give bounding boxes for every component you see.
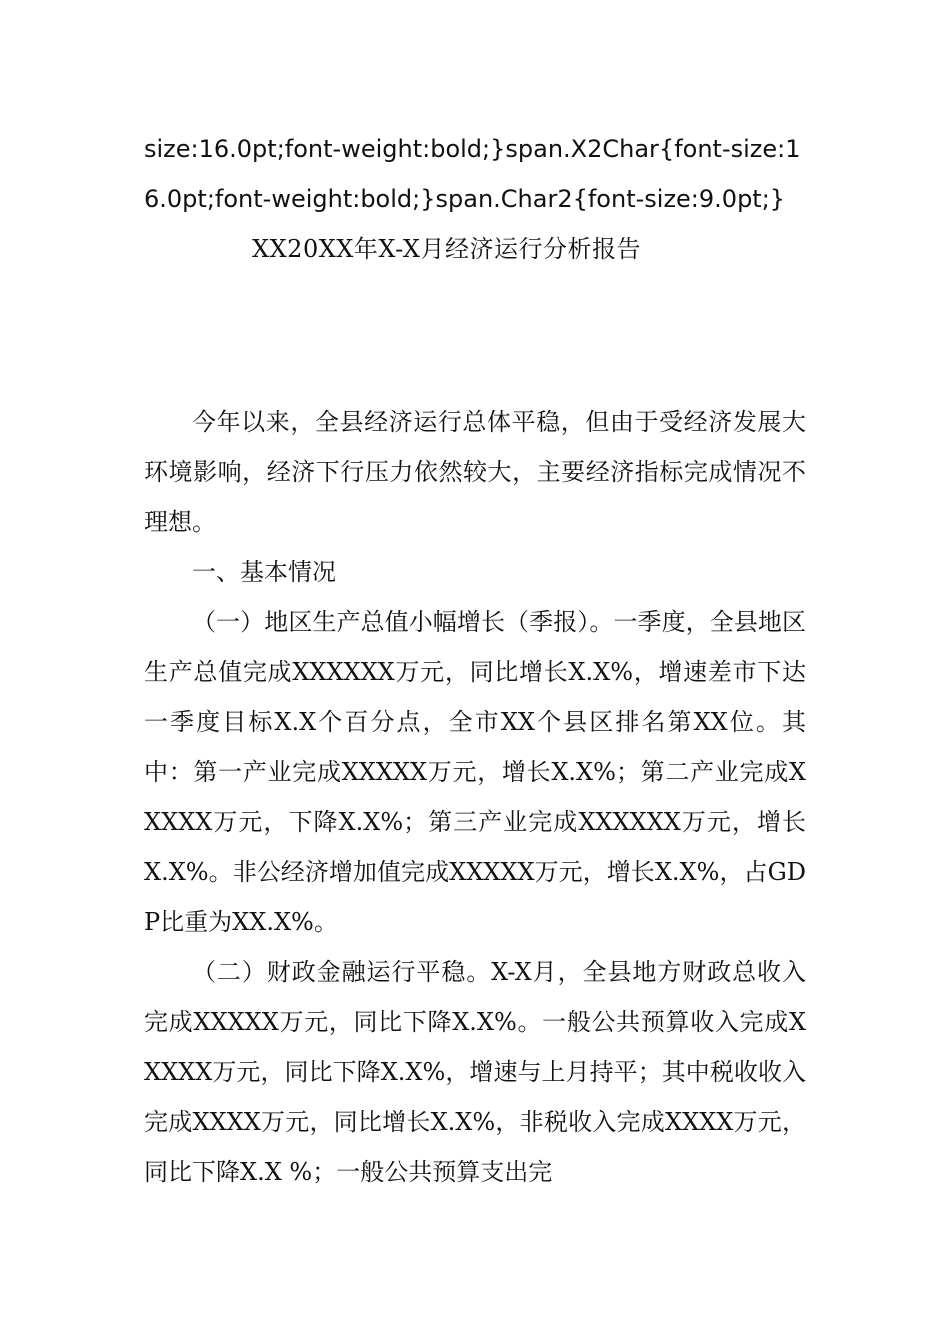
leaked-css-header: [144, 124, 806, 274]
leaked-css-text: size:16.0pt;font-weight:bold;}span.X2Char{font-size:16.0pt;font-weight:bold;}span.Char2{font-size:9.0pt;}: [144, 135, 801, 213]
section-heading: 一、基本情况: [192, 558, 336, 586]
document-body: [144, 397, 806, 1197]
paragraph-gdp: （一）地区生产总值小幅增长（季报）。一季度，全县地区生产总值完成XXXXXX万元，同比增长X.X%，增速差市下达一季度目标X.X个百分点，全市XX个县区排名第XX位。其中：第一产业完成XXXXX万元，增长X.X%；第二产业完成XXXXX万元，下降X.X%；第三产业完成XXXXXX万元，增长X.X%。非公经济增加值完成XXXXX万元，增长X.X%，占GDP比重为XX.X%。: [144, 608, 806, 936]
document-title: XX20XX年X-X月经济运行分析报告: [252, 235, 641, 263]
paragraph-finance: （二）财政金融运行平稳。X-X月，全县地方财政总收入完成XXXXX万元，同比下降X.X%。一般公共预算收入完成XXXXX万元，同比下降X.X%，增速与上月持平；其中税收收入完成XXXX万元，同比增长X.X%，非税收入完成XXXX万元，同比下降X.X %；一般公共预算支出完: [144, 958, 806, 1186]
intro-paragraph: 今年以来，全县经济运行总体平稳，但由于受经济发展大环境影响，经济下行压力依然较大，主要经济指标完成情况不理想。: [144, 408, 806, 536]
document-content: [144, 124, 806, 1197]
